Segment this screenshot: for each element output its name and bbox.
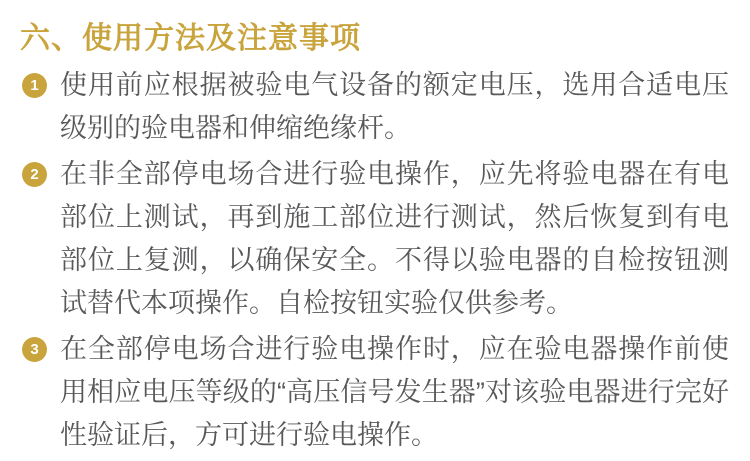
section-title: 六、使用方法及注意事项	[20, 22, 361, 55]
list-item	[20, 64, 729, 150]
list-item	[20, 328, 729, 457]
list-item	[20, 153, 729, 325]
item-text: 在全部停电场合进行验电操作时，应在验电器操作前使用相应电压等级的“高压信号发生器”对该验电器进行完好性验证后，方可进行验电操作。	[60, 334, 729, 450]
item-number-badge: 1	[22, 73, 47, 98]
item-number-badge: 3	[22, 337, 47, 362]
item-number-badge: 2	[22, 162, 47, 187]
item-text: 在非全部停电场合进行验电操作，应先将验电器在有电部位上测试，再到施工部位进行测试，然后恢复到有电部位上复测，以确保安全。不得以验电器的自检按钮测试替代本项操作。自检按钮实验仅供参考。	[60, 159, 729, 318]
item-text: 使用前应根据被验电气设备的额定电压，选用合适电压级别的验电器和伸缩绝缘杆。	[60, 70, 729, 143]
